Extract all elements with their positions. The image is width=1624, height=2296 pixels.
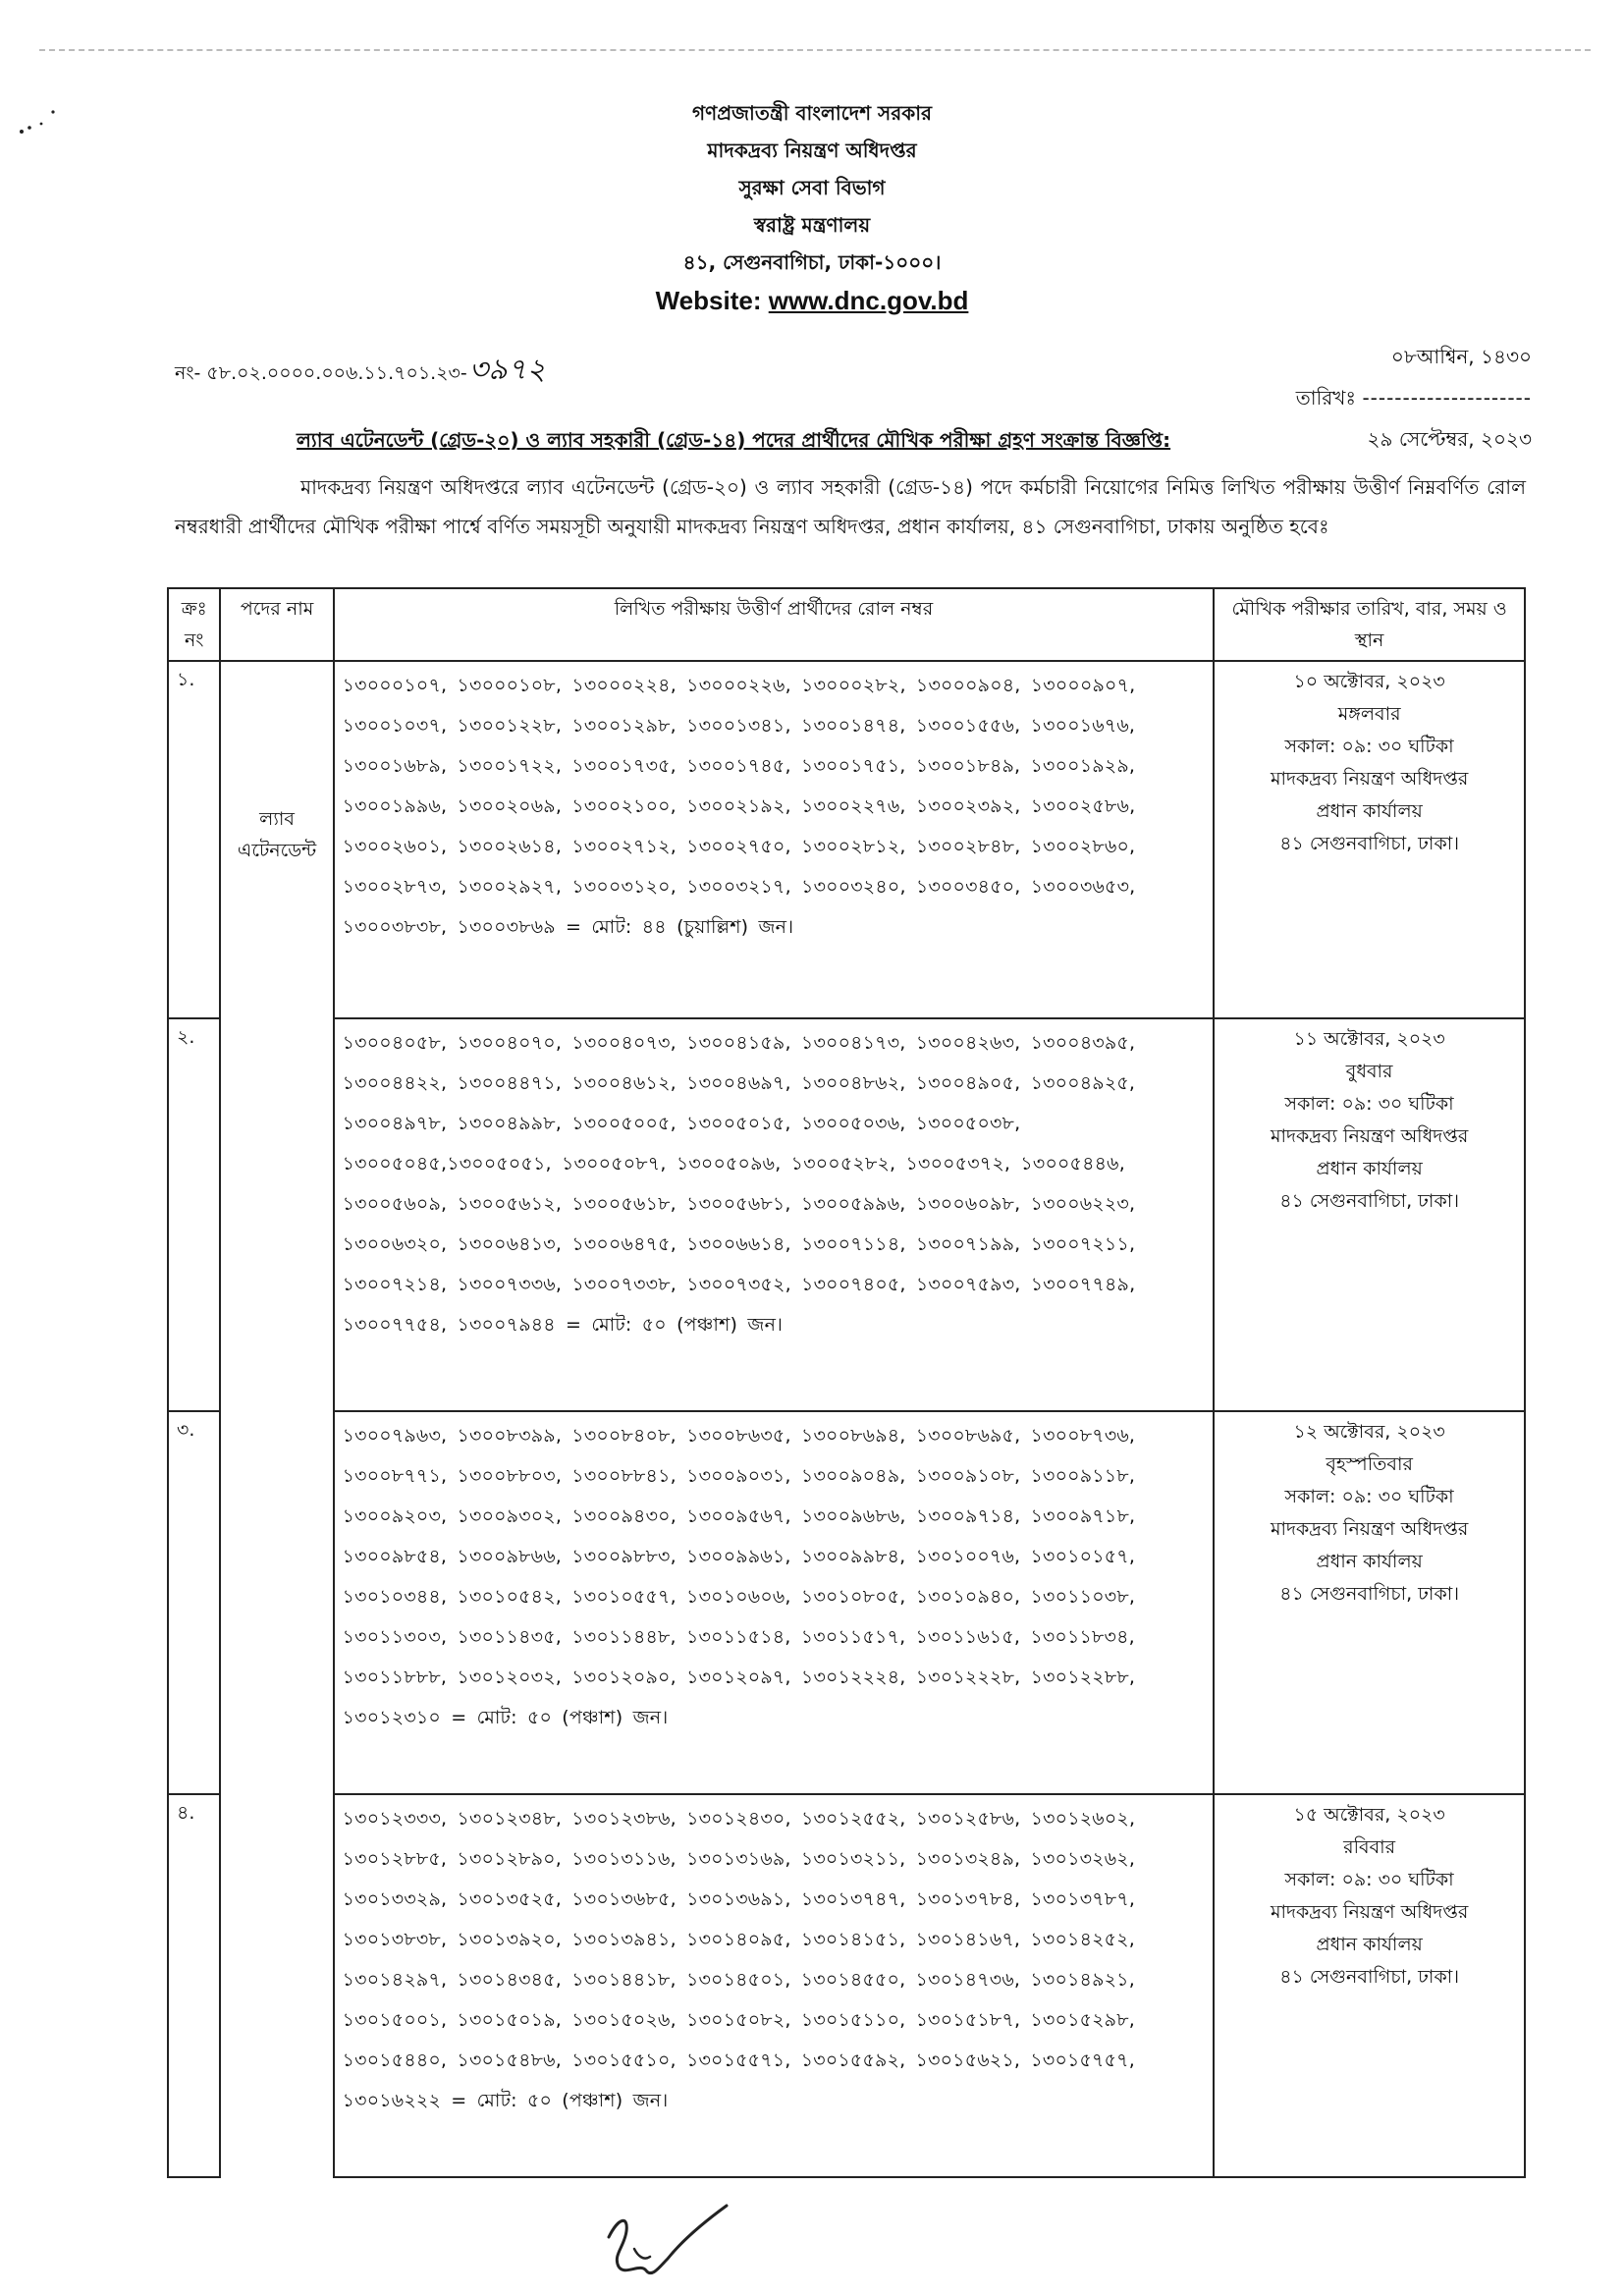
letterhead: [0, 94, 1624, 320]
website-line: [0, 281, 1624, 320]
roll-numbers: ১৩০০৭৯৬৩, ১৩০০৮৩৯৯, ১৩০০৮৪০৮, ১৩০০৮৬৩৫, ১৩০০৮৬৯৪, ১৩০০৮৬৯৫, ১৩০০৮৭৩৬, ১৩০০৮৭৭১, ১৩০০৮৮০৩, ১৩০০৮৮৪১, ১৩০০৯০৩১, ১৩০০৯০৪৯, ১৩০০৯১০৮, ১৩০০৯১১৮, ১৩০০৯২০৩, ১৩০০৯৩০২, ১৩০০৯৪৩০, ১৩০০৯৫৬৭, ১৩০০৯৬৮৬, ১৩০০৯৭১৪, ১৩০০৯৭১৮, ১৩০০৯৮৫৪, ১৩০০৯৮৬৬, ১৩০০৯৮৮৩, ১৩০০৯৯৬১, ১৩০০৯৯৮৪, ১৩০১০০৭৬, ১৩০১০১৫৭, ১৩০১০৩৪৪, ১৩০১০৫৪২, ১৩০১০৫৫৭, ১৩০১০৬০৬, ১৩০১০৮০৫, ১৩০১০৯৪০, ১৩০১১০৩৮, ১৩০১১৩০৩, ১৩০১১৪৩৫, ১৩০১১৪৪৮, ১৩০১১৫১৪, ১৩০১১৫১৭, ১৩০১১৬১৫, ১৩০১১৮৩৪, ১৩০১১৮৮৮, ১৩০১২০৩২, ১৩০১২০৯০, ১৩০১২০৯৭, ১৩০১২২২৪, ১৩০১২২২৮, ১৩০১২২৮৮, ১৩০১২৩১০ = মোট: ৫০ (পঞ্চাশ) জন।: [334, 1411, 1215, 1794]
viva-date: ১২ অক্টোবর, ২০২৩: [1293, 1421, 1445, 1443]
viva-place-office: মাদকদ্রব্য নিয়ন্ত্রণ অধিদপ্তর: [1270, 768, 1469, 790]
memo-number-handwritten: ৩৯৭২: [468, 353, 546, 387]
row-serial: ২.: [168, 1018, 220, 1411]
viva-time: সকাল: ০৯: ৩০ ঘটিকা: [1284, 1093, 1454, 1115]
division-name: সুরক্ষা সেবা বিভাগ: [738, 176, 886, 199]
post-name: ল্যাব এটেনডেন্ট: [237, 808, 317, 861]
memo-number-prefix: নং- ৫৮.০২.০০০০.০০৬.১১.৭০১.২৩-: [175, 362, 467, 384]
table-row: [168, 1018, 1525, 1411]
roll-numbers: ১৩০০৪০৫৮, ১৩০০৪০৭০, ১৩০০৪০৭৩, ১৩০০৪১৫৯, ১৩০০৪১৭৩, ১৩০০৪২৬৩, ১৩০০৪৩৯৫, ১৩০০৪৪২২, ১৩০০৪৪৭১, ১৩০০৪৬১২, ১৩০০৪৬৯৭, ১৩০০৪৮৬২, ১৩০০৪৯০৫, ১৩০০৪৯২৫, ১৩০০৪৯৭৮, ১৩০০৪৯৯৮, ১৩০০৫০০৫, ১৩০০৫০১৫, ১৩০০৫০৩৬, ১৩০০৫০৩৮, ১৩০০৫০৪৫,১৩০০৫০৫১, ১৩০০৫০৮৭, ১৩০০৫০৯৬, ১৩০০৫২৮২, ১৩০০৫৩৭২, ১৩০০৫৪৪৬, ১৩০০৫৬০৯, ১৩০০৫৬১২, ১৩০০৫৬১৮, ১৩০০৫৬৮১, ১৩০০৫৯৯৬, ১৩০০৬০৯৮, ১৩০০৬২২৩, ১৩০০৬৩২০, ১৩০০৬৪১৩, ১৩০০৬৪৭৫, ১৩০০৬৬১৪, ১৩০০৭১১৪, ১৩০০৭১৯৯, ১৩০০৭২১১, ১৩০০৭২১৪, ১৩০০৭৩৩৬, ১৩০০৭৩৩৮, ১৩০০৭৩৫২, ১৩০০৭৪০৫, ১৩০০৭৫৯৩, ১৩০০৭৭৪৯, ১৩০০৭৭৫৪, ১৩০০৭৯৪৪ = মোট: ৫০ (পঞ্চাশ) জন।: [334, 1018, 1215, 1411]
date-english: ২৯ সেপ্টেম্বর, ২০২৩: [1367, 427, 1532, 451]
viva-place-hq: প্রধান কার্যালয়: [1316, 1551, 1423, 1572]
date-label-line: [1166, 377, 1532, 418]
header-post: পদের নাম: [220, 588, 333, 661]
notice-subject: ল্যাব এটেনডেন্ট (গ্রেড-২০) ও ল্যাব সহকারী (গ্রেড-১৪) পদের প্রার্থীদের মৌখিক পরীক্ষা গ্রহণ সংক্রান্ত বিজ্ঞপ্তি:: [297, 428, 1171, 452]
govt-name: গণপ্রজাতন্ত্রী বাংলাদেশ সরকার: [692, 101, 932, 125]
viva-place-hq: প্রধান কার্যালয়: [1316, 1934, 1423, 1955]
viva-place-hq: প্রধান কার্যালয়: [1316, 1158, 1423, 1179]
table-row: [168, 661, 1525, 1018]
roll-numbers: ১৩০১২৩৩৩, ১৩০১২৩৪৮, ১৩০১২৩৮৬, ১৩০১২৪৩০, ১৩০১২৫৫২, ১৩০১২৫৮৬, ১৩০১২৬০২, ১৩০১২৮৮৫, ১৩০১২৮৯০, ১৩০১৩১১৬, ১৩০১৩১৬৯, ১৩০১৩২১১, ১৩০১৩২৪৯, ১৩০১৩২৬২, ১৩০১৩৩২৯, ১৩০১৩৫২৫, ১৩০১৩৬৮৫, ১৩০১৩৬৯১, ১৩০১৩৭৪৭, ১৩০১৩৭৮৪, ১৩০১৩৭৮৭, ১৩০১৩৮৩৮, ১৩০১৩৯২০, ১৩০১৩৯৪১, ১৩০১৪০৯৫, ১৩০১৪১৫১, ১৩০১৪১৬৭, ১৩০১৪২৫২, ১৩০১৪২৯৭, ১৩০১৪৩৪৫, ১৩০১৪৪১৮, ১৩০১৪৫০১, ১৩০১৪৫৫০, ১৩০১৪৭৩৬, ১৩০১৪৯২১, ১৩০১৫০০১, ১৩০১৫০১৯, ১৩০১৫০২৬, ১৩০১৫০৮২, ১৩০১৫১১০, ১৩০১৫১৮৭, ১৩০১৫২৯৮, ১৩০১৫৪৪০, ১৩০১৫৪৮৬, ১৩০১৫৫১০, ১৩০১৫৫৭১, ১৩০১৫৫৯২, ১৩০১৫৬২১, ১৩০১৫৭৫৭, ১৩০১৬২২২ = মোট: ৫০ (পঞ্চাশ) জন।: [334, 1794, 1215, 2177]
viva-schedule-table: [167, 587, 1526, 2178]
viva-place-address: ৪১ সেগুনবাগিচা, ঢাকা।: [1279, 833, 1460, 854]
viva-place-hq: প্রধান কার্যালয়: [1316, 800, 1423, 822]
department-name: মাদকদ্রব্য নিয়ন্ত্রণ অধিদপ্তর: [707, 138, 917, 162]
viva-date: ১৫ অক্টোবর, ২০২৩: [1293, 1804, 1445, 1826]
website-link[interactable]: www.dnc.gov.bd: [768, 286, 969, 315]
viva-place-address: ৪১ সেগুনবাগিচা, ঢাকা।: [1279, 1966, 1460, 1988]
viva-info: [1214, 1794, 1525, 2177]
viva-info: [1214, 1411, 1525, 1794]
scan-top-dashed-line: [39, 49, 1591, 51]
office-address: ৪১, সেগুনবাগিচা, ঢাকা-১০০০।: [682, 250, 942, 274]
row-serial: ১.: [168, 661, 220, 1018]
header-serial: ক্রঃ নং: [168, 588, 220, 661]
viva-info: [1214, 1018, 1525, 1411]
header-roll-numbers: লিখিত পরীক্ষায় উত্তীর্ণ প্রার্থীদের রোল নম্বর: [334, 588, 1215, 661]
viva-date: ১১ অক্টোবর, ২০২৩: [1293, 1028, 1445, 1050]
viva-day: মঙ্গলবার: [1337, 703, 1401, 725]
viva-time: সকাল: ০৯: ৩০ ঘটিকা: [1284, 736, 1454, 757]
viva-date: ১০ অক্টোবর, ২০২৩: [1293, 671, 1445, 692]
row-serial: ৩.: [168, 1411, 220, 1794]
viva-place-address: ৪১ সেগুনবাগিচা, ঢাকা।: [1279, 1583, 1460, 1605]
viva-place-office: মাদকদ্রব্য নিয়ন্ত্রণ অধিদপ্তর: [1270, 1901, 1469, 1923]
notice-intro: মাদকদ্রব্য নিয়ন্ত্রণ অধিদপ্তরে ল্যাব এটেনডেন্ট (গ্রেড-২০) ও ল্যাব সহকারী (গ্রেড-১৪) পদে কর্মচারী নিয়োগের নিমিত্ত লিখিত পরীক্ষায় উত্তীর্ণ নিম্নবর্ণিত রোল নম্বরধারী প্রার্থীদের মৌখিক পরীক্ষা পার্শ্বে বর্ণিত সময়সূচী অনুযায়ী মাদকদ্রব্য নিয়ন্ত্রণ অধিদপ্তর, প্রধান কার্যালয়, ৪১ সেগুনবাগিচা, ঢাকায় অনুষ্ঠিত হবেঃ: [175, 475, 1526, 538]
roll-numbers: ১৩০০০১০৭, ১৩০০০১০৮, ১৩০০০২২৪, ১৩০০০২২৬, ১৩০০০২৮২, ১৩০০০৯০৪, ১৩০০০৯০৭, ১৩০০১০৩৭, ১৩০০১২২৮, ১৩০০১২৯৮, ১৩০০১৩৪১, ১৩০০১৪৭৪, ১৩০০১৫৫৬, ১৩০০১৬৭৬, ১৩০০১৬৮৯, ১৩০০১৭২২, ১৩০০১৭৩৫, ১৩০০১৭৪৫, ১৩০০১৭৫১, ১৩০০১৮৪৯, ১৩০০১৯২৯, ১৩০০১৯৯৬, ১৩০০২০৬৯, ১৩০০২১০০, ১৩০০২১৯২, ১৩০০২২৭৬, ১৩০০২৩৯২, ১৩০০২৫৮৬, ১৩০০২৬০১, ১৩০০২৬১৪, ১৩০০২৭১২, ১৩০০২৭৫০, ১৩০০২৮১২, ১৩০০২৮৪৮, ১৩০০২৮৬০, ১৩০০২৮৭৩, ১৩০০২৯২৭, ১৩০০৩১২০, ১৩০০৩২১৭, ১৩০০৩২৪০, ১৩০০৩৪৫০, ১৩০০৩৬৫৩, ১৩০০৩৮৩৮, ১৩০০৩৮৬৯ = মোট: ৪৪ (চুয়াল্লিশ) জন।: [334, 661, 1215, 1018]
viva-day: বুধবার: [1345, 1061, 1393, 1082]
post-cell: [220, 661, 333, 2177]
viva-place-address: ৪১ সেগুনবাগিচা, ঢাকা।: [1279, 1190, 1460, 1212]
ministry-name: স্বরাষ্ট্র মন্ত্রণালয়: [753, 213, 871, 237]
viva-time: সকাল: ০৯: ৩০ ঘটিকা: [1284, 1486, 1454, 1507]
table-row: [168, 1411, 1525, 1794]
viva-info: [1214, 661, 1525, 1018]
viva-day: রবিবার: [1343, 1836, 1396, 1858]
viva-place-office: মাদকদ্রব্য নিয়ন্ত্রণ অধিদপ্তর: [1270, 1518, 1469, 1540]
table-header-row: [168, 588, 1525, 661]
header-viva-schedule: মৌখিক পরীক্ষার তারিখ, বার, সময় ও স্থান: [1214, 588, 1525, 661]
table-row: [168, 1794, 1525, 2177]
memo-number: [175, 346, 546, 396]
row-serial: ৪.: [168, 1794, 220, 2177]
viva-time: সকাল: ০৯: ৩০ ঘটিকা: [1284, 1869, 1454, 1890]
viva-place-office: মাদকদ্রব্য নিয়ন্ত্রণ অধিদপ্তর: [1270, 1125, 1469, 1147]
date-label: তারিখঃ: [1295, 386, 1357, 410]
date-bangla: ০৮আশ্বিন, ১৪৩০: [1390, 345, 1532, 368]
website-label: Website:: [655, 286, 762, 315]
date-dashes: ---------------------: [1362, 386, 1532, 410]
viva-day: বৃহস্পতিবার: [1326, 1453, 1413, 1475]
signature-mark: [589, 2198, 746, 2286]
